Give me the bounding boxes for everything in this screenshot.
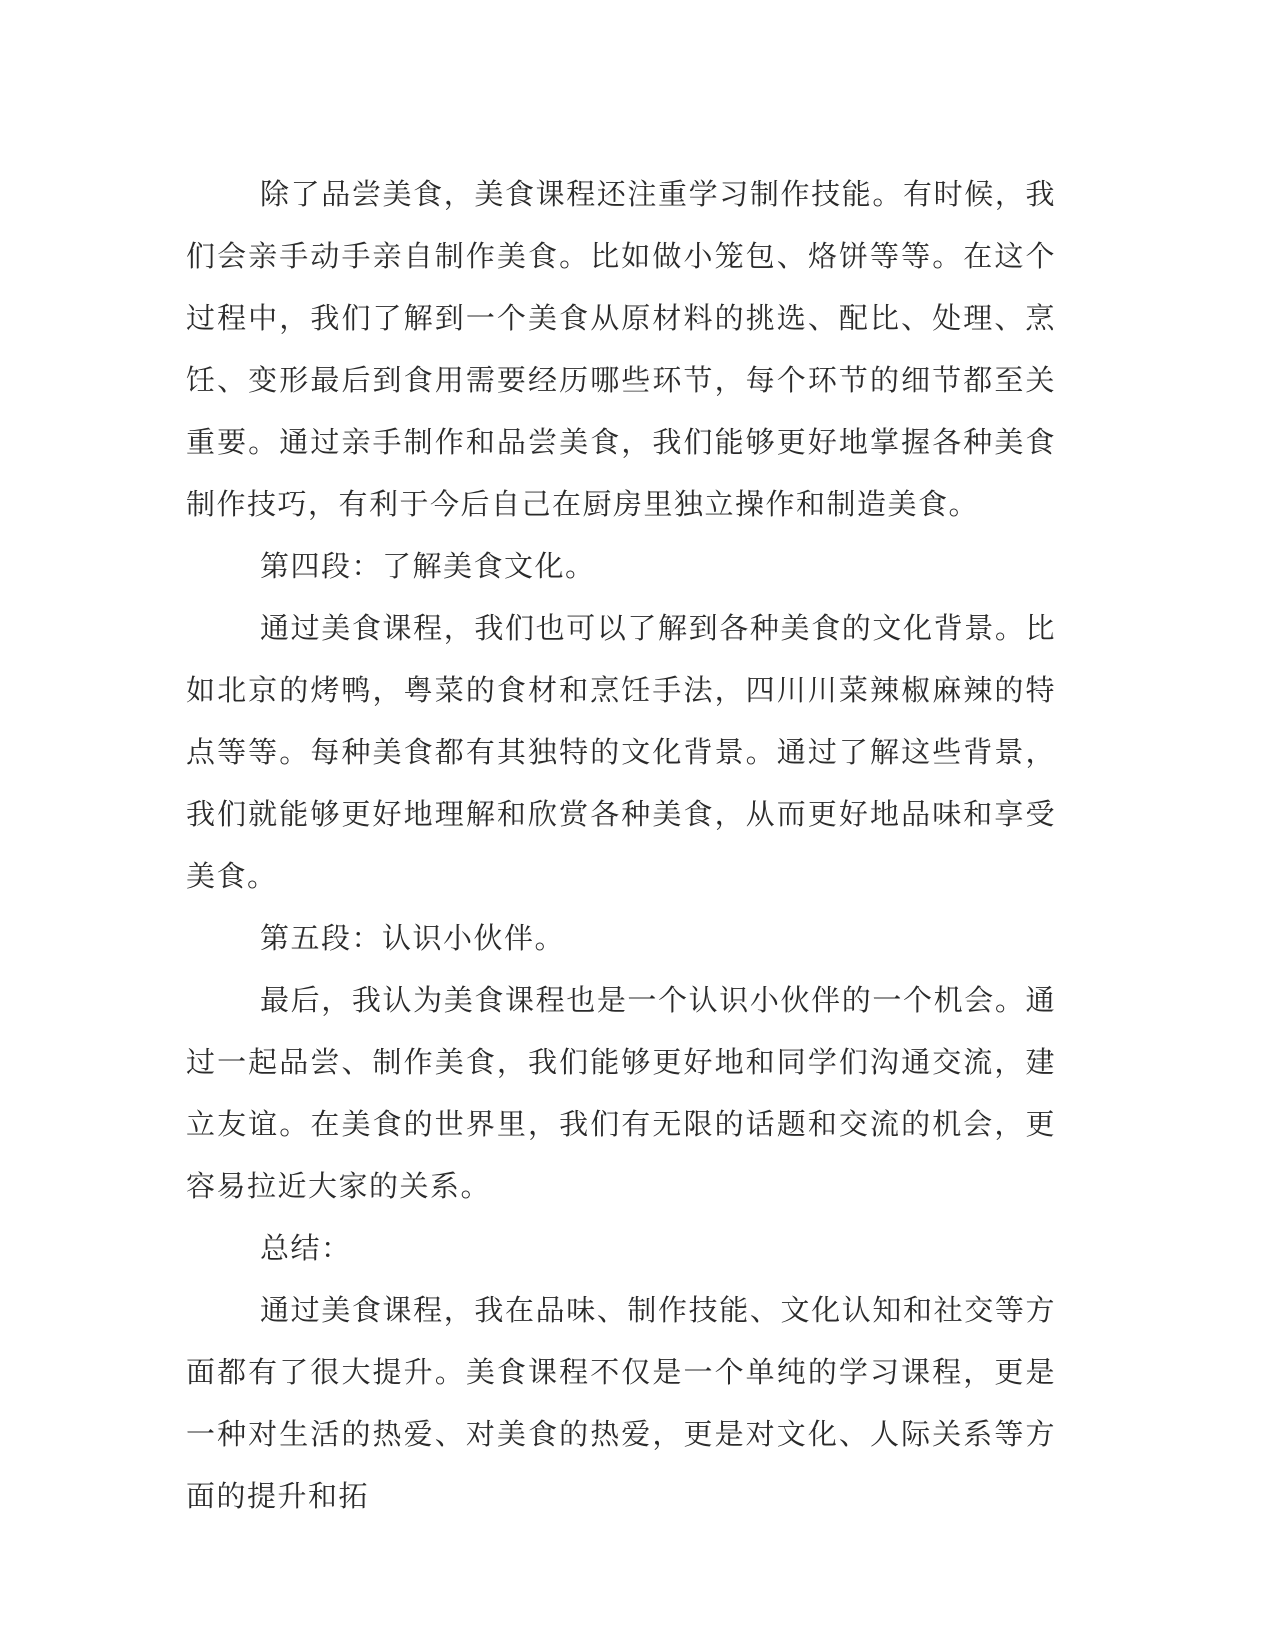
section-heading-food-culture: 第四段：了解美食文化。 (260, 549, 596, 583)
document-body (186, 163, 1056, 1527)
paragraph-food-culture: 通过美食课程，我们也可以了解到各种美食的文化背景。比如北京的烤鸭，粤菜的食材和烹饪手法，四川川菜辣椒麻辣的特点等等。每种美食都有其独特的文化背景。通过了解这些背景，我们就能够更好地理解和欣赏各种美食，从而更好地品味和享受美食。 (186, 611, 1056, 893)
section-heading-friends: 第五段：认识小伙伴。 (260, 921, 566, 955)
section-heading-summary: 总结： (260, 1231, 352, 1265)
paragraph-friends: 最后，我认为美食课程也是一个认识小伙伴的一个机会。通过一起品尝、制作美食，我们能够更好地和同学们沟通交流，建立友谊。在美食的世界里，我们有无限的话题和交流的机会，更容易拉近大家的关系。 (186, 983, 1056, 1203)
paragraph-cooking-skills: 除了品尝美食，美食课程还注重学习制作技能。有时候，我们会亲手动手亲自制作美食。比如做小笼包、烙饼等等。在这个过程中，我们了解到一个美食从原材料的挑选、配比、处理、烹饪、变形最后到食用需要经历哪些环节，每个环节的细节都至关重要。通过亲手制作和品尝美食，我们能够更好地掌握各种美食制作技巧，有利于今后自己在厨房里独立操作和制造美食。 (186, 177, 1056, 521)
paragraph-summary: 通过美食课程，我在品味、制作技能、文化认知和社交等方面都有了很大提升。美食课程不仅是一个单纯的学习课程，更是一种对生活的热爱、对美食的热爱，更是对文化、人际关系等方面的提升和拓 (186, 1293, 1056, 1513)
